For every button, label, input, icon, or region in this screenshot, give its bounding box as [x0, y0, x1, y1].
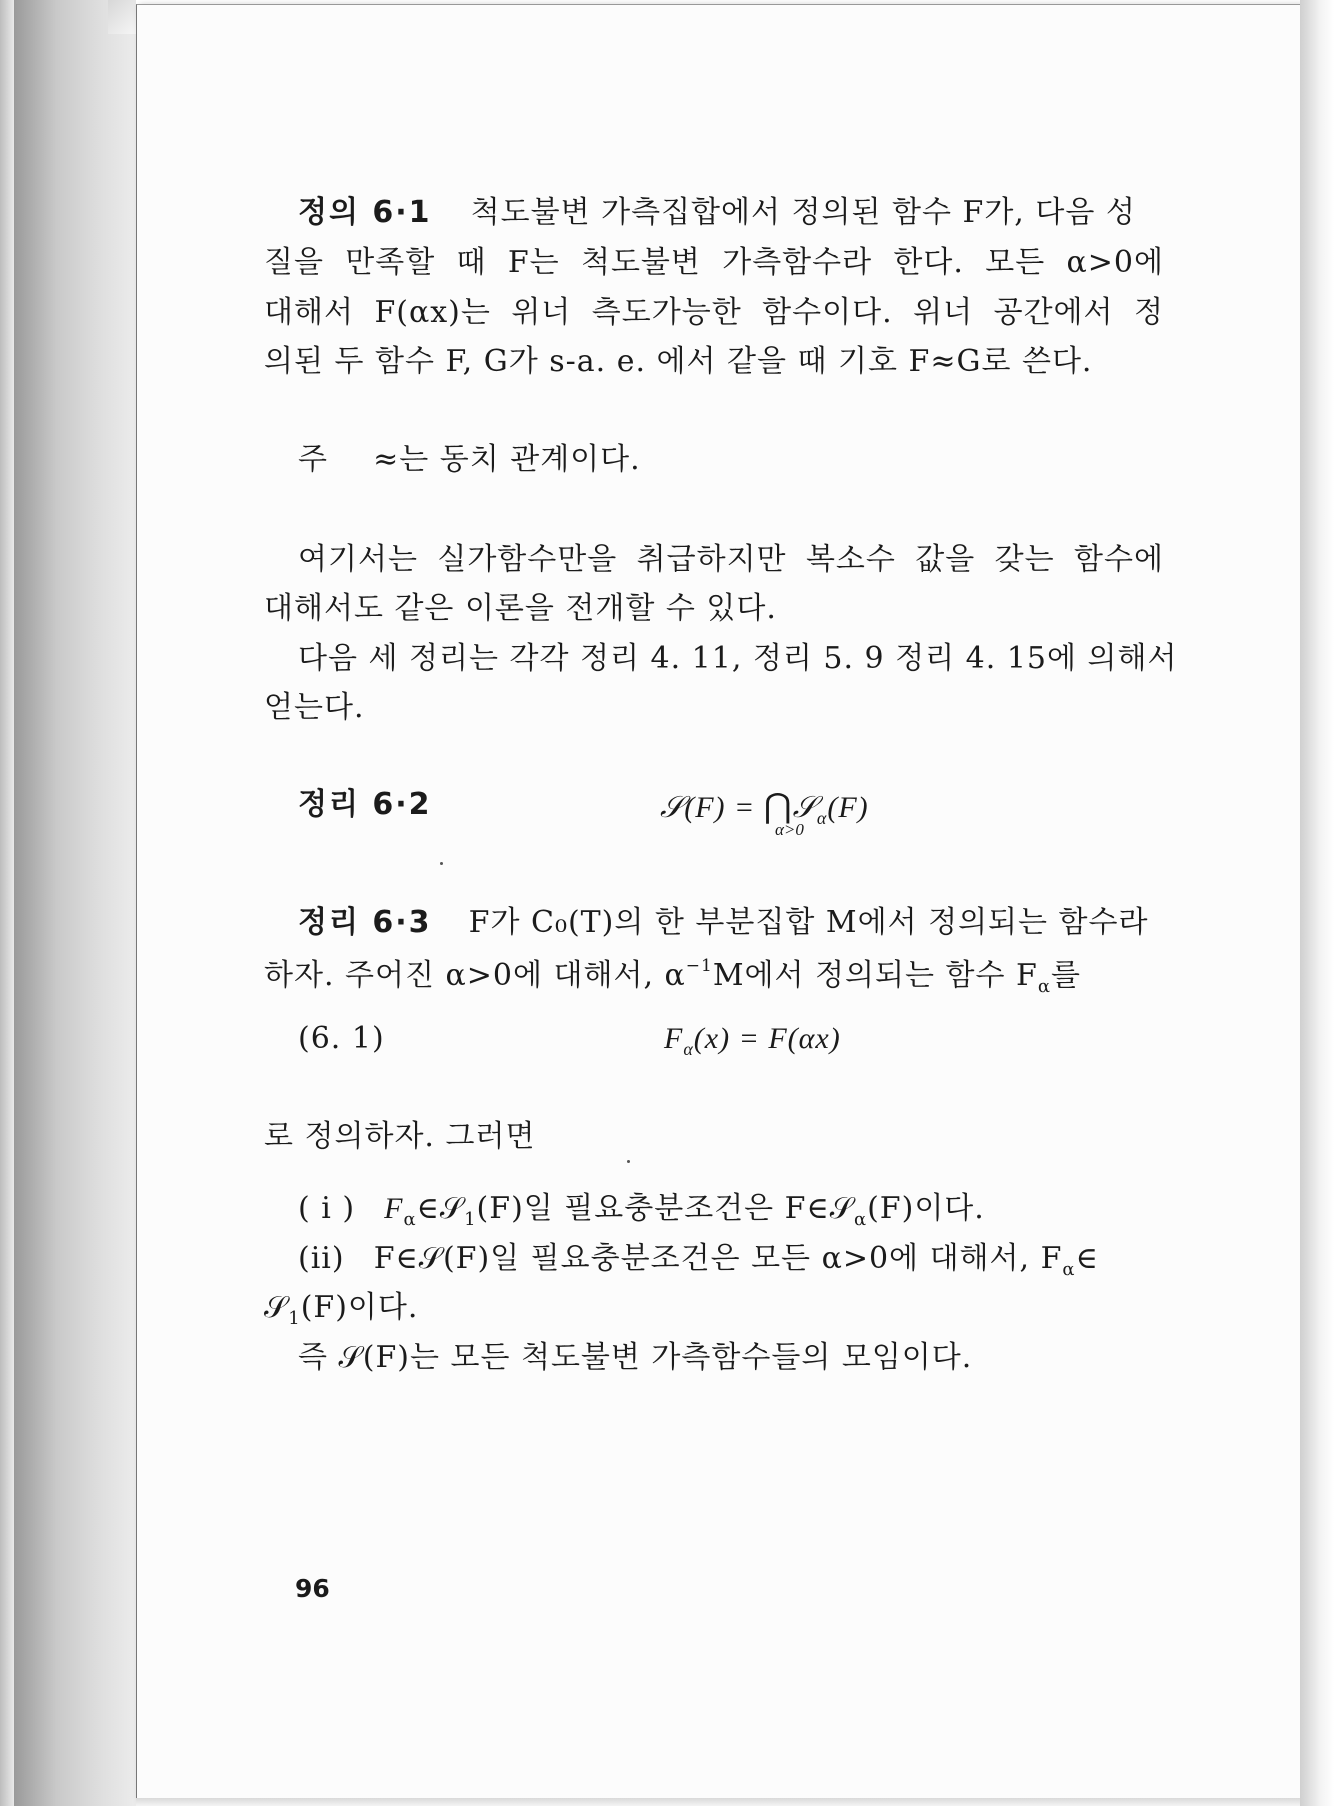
theorem-6-3-label: 정리 6·3: [298, 905, 432, 940]
condition-i-b: ∈𝒮: [416, 1191, 465, 1226]
summary-line: 즉 𝒮(F)는 모든 척도불변 가측함수들의 모임이다.: [298, 1340, 973, 1375]
condition-ii-cont-a: 𝒮: [264, 1290, 289, 1325]
theorem-6-3-sub: α: [1037, 976, 1051, 997]
condition-ii-label: (ii): [298, 1241, 345, 1276]
equation-6-1: [664, 1024, 841, 1058]
definition-text-1: 척도불변 가측집합에서 정의된 함수 F가, 다음 성: [470, 195, 1136, 230]
theorem-6-2-label-text: 정리 6·2: [298, 787, 432, 822]
condition-i-label: ( i ): [298, 1191, 356, 1226]
condition-ii-a: F∈𝒮(F)일 필요충분조건은 모든 α>0에 대해서, F: [373, 1241, 1063, 1276]
formula-rhs-sub: α: [816, 808, 828, 828]
theorem-6-3-line-1: [298, 905, 1164, 940]
formula-rhs: 𝒮: [792, 791, 817, 824]
definition-line-2: 질을 만족할 때 F는 척도불변 가측함수라 한다. 모든 α>0에: [264, 245, 1164, 280]
condition-ii-cont-sub: 1: [288, 1308, 301, 1329]
page-right-shadow: [1300, 0, 1334, 1806]
condition-ii-b: ∈: [1075, 1241, 1099, 1276]
equation-lhs: F: [664, 1022, 684, 1055]
scan-speck: [440, 862, 443, 865]
equation-number: (6. 1): [298, 1021, 385, 1056]
intersection-index: α>0: [775, 820, 804, 839]
paragraph-line-4: 얻는다.: [264, 690, 365, 725]
condition-i-f: F: [384, 1192, 404, 1225]
condition-i: [298, 1191, 985, 1230]
page-number: 96: [295, 1574, 330, 1603]
condition-ii: [298, 1241, 1164, 1280]
book-spine-shadow: [14, 0, 136, 1806]
note-label: 주: [298, 442, 328, 477]
equation-lhs-sub: α: [683, 1039, 694, 1059]
theorem-6-3-text-1: F가 C₀(T)의 한 부분집합 M에서 정의되는 함수라: [468, 905, 1149, 940]
theorem-6-2-formula: [660, 790, 869, 827]
condition-ii-continued: [264, 1290, 419, 1329]
condition-ii-sub: α: [1062, 1259, 1076, 1280]
definition-line-3: 대해서 F(αx)는 위너 측도가능한 함수이다. 위너 공간에서 정: [264, 295, 1164, 330]
theorem-6-3-text-2a: 하자. 주어진 α>0에 대해서, α: [264, 958, 686, 993]
theorem-6-3-line-2: [264, 958, 1081, 996]
intersection-symbol: ⋂: [763, 788, 793, 825]
formula-rhs-tail: (F): [827, 791, 869, 824]
book-corner: [108, 0, 136, 34]
definition-line-1: [298, 195, 1164, 230]
definition-label: 정의 6·1: [298, 195, 432, 230]
paragraph-line-1: 여기서는 실가함수만을 취급하지만 복소수 값을 갖는 함수에: [298, 542, 1164, 577]
note-line: [298, 442, 641, 477]
condition-i-sub3: α: [853, 1209, 868, 1230]
book-cover-edge: [0, 0, 14, 1806]
note-text: ≈는 동치 관계이다.: [373, 442, 641, 477]
page-bottom-shadow: [136, 1798, 1300, 1806]
condition-i-sub2: 1: [464, 1209, 477, 1230]
definition-line-4: 의된 두 함수 F, G가 s-a. e. 에서 같을 때 기호 F≈G로 쓴다.: [264, 344, 1093, 379]
scan-speck: [627, 1160, 630, 1163]
after-equation-text: 로 정의하자. 그러면: [264, 1119, 536, 1154]
condition-i-c: (F)일 필요충분조건은 F∈𝒮: [476, 1191, 854, 1226]
theorem-6-3-text-2b: M에서 정의되는 함수 F: [712, 958, 1038, 993]
theorem-6-3-sup: −1: [685, 956, 713, 976]
equation-rhs: (x) = F(αx): [693, 1022, 841, 1055]
condition-i-sub1: α: [403, 1209, 417, 1230]
formula-lhs: 𝒮(F) =: [660, 791, 764, 824]
theorem-6-2-label: [298, 787, 432, 822]
condition-ii-cont-b: (F)이다.: [300, 1290, 419, 1325]
theorem-6-3-text-2c: 를: [1050, 958, 1081, 993]
condition-i-d: (F)이다.: [867, 1191, 985, 1226]
paragraph-line-3: 다음 세 정리는 각각 정리 4. 11, 정리 5. 9 정리 4. 15에 의해서: [298, 641, 1178, 676]
paragraph-line-2: 대해서도 같은 이론을 전개할 수 있다.: [264, 591, 777, 626]
